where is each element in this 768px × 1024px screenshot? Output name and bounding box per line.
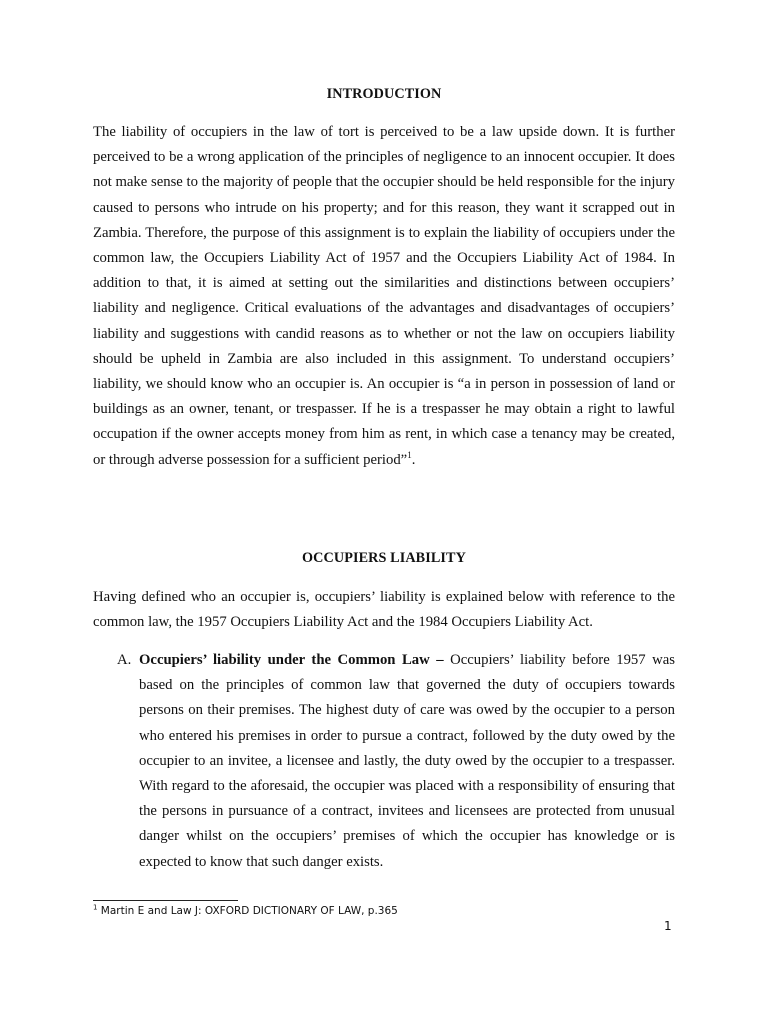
footnote-marker: 1 [93, 903, 98, 912]
list-item-body [139, 648, 675, 875]
introduction-paragraph-end: . [411, 451, 416, 468]
occupiers-liability-paragraph: Having defined who an occupier is, occupiers’ liability is explained below with reference to the common law, the 1957 Occupiers Liability Act and the 1984 Occupiers Liability Act. [93, 589, 675, 631]
page-number: 1 [664, 919, 672, 933]
footnote-text: Martin E and Law J: OXFORD DICTIONARY OF LAW, p.365 [97, 905, 398, 917]
list-item-title: Occupiers’ liability under the Common Law – [139, 652, 444, 668]
occupiers-liability-heading: OCCUPIERS LIABILITY [302, 550, 466, 566]
list-item-marker: A. [117, 652, 132, 668]
introduction-paragraph [93, 120, 675, 473]
footnote [93, 904, 398, 918]
introduction-heading: INTRODUCTION [326, 86, 442, 102]
footnote-separator [93, 900, 238, 901]
footnote-reference[interactable]: 1 [407, 449, 412, 460]
list-item-text: Occupiers’ liability before 1957 was based on the principles of common law that governed the duty of occupiers towards persons on their premises. The highest duty of care was owed by the occupier to a person who entered his premises in order to pursue a contract, followed by the duty owed by the occupier to an invitee, a licensee and lastly, the duty owed by the occupier to a trespasser. With regard to the aforesaid, the occupier was placed with a responsibility of ensuring that the persons in pursuance of a contract, invitees and licensees are protected from unusual danger whilst on the occupiers’ premises of which the occupier has knowledge or is expected to know that such danger exists. [139, 652, 675, 870]
introduction-paragraph-text: The liability of occupiers in the law of tort is perceived to be a law upside down. It is further perceived to be a wrong application of the principles of negligence to an innocent occupier. It does not make sense to the majority of people that the occupier should be held responsible for the injury caused to persons who intrude on his property; and for this reason, they want it scrapped out in Zambia. Therefore, the purpose of this assignment is to explain the liability of occupiers under the common law, the Occupiers Liability Act of 1957 and the Occupiers Liability Act of 1984. In addition to that, it is aimed at setting out the similarities and distinctions between occupiers’ liability and negligence. Critical evaluations of the advantages and disadvantages of occupiers’ liability and suggestions with candid reasons as to whether or not the law on occupiers liability should be upheld in Zambia are also included in this assignment. To understand occupiers’ liability, we should know who an occupier is. An occupier is “a in person in possession of land or buildings as an owner, tenant, or trespasser. If he is a trespasser he may obtain a right to lawful occupation if the owner accepts money from him as rent, in which case a tenancy may be created, or through adverse possession for a sufficient period” [93, 124, 675, 468]
